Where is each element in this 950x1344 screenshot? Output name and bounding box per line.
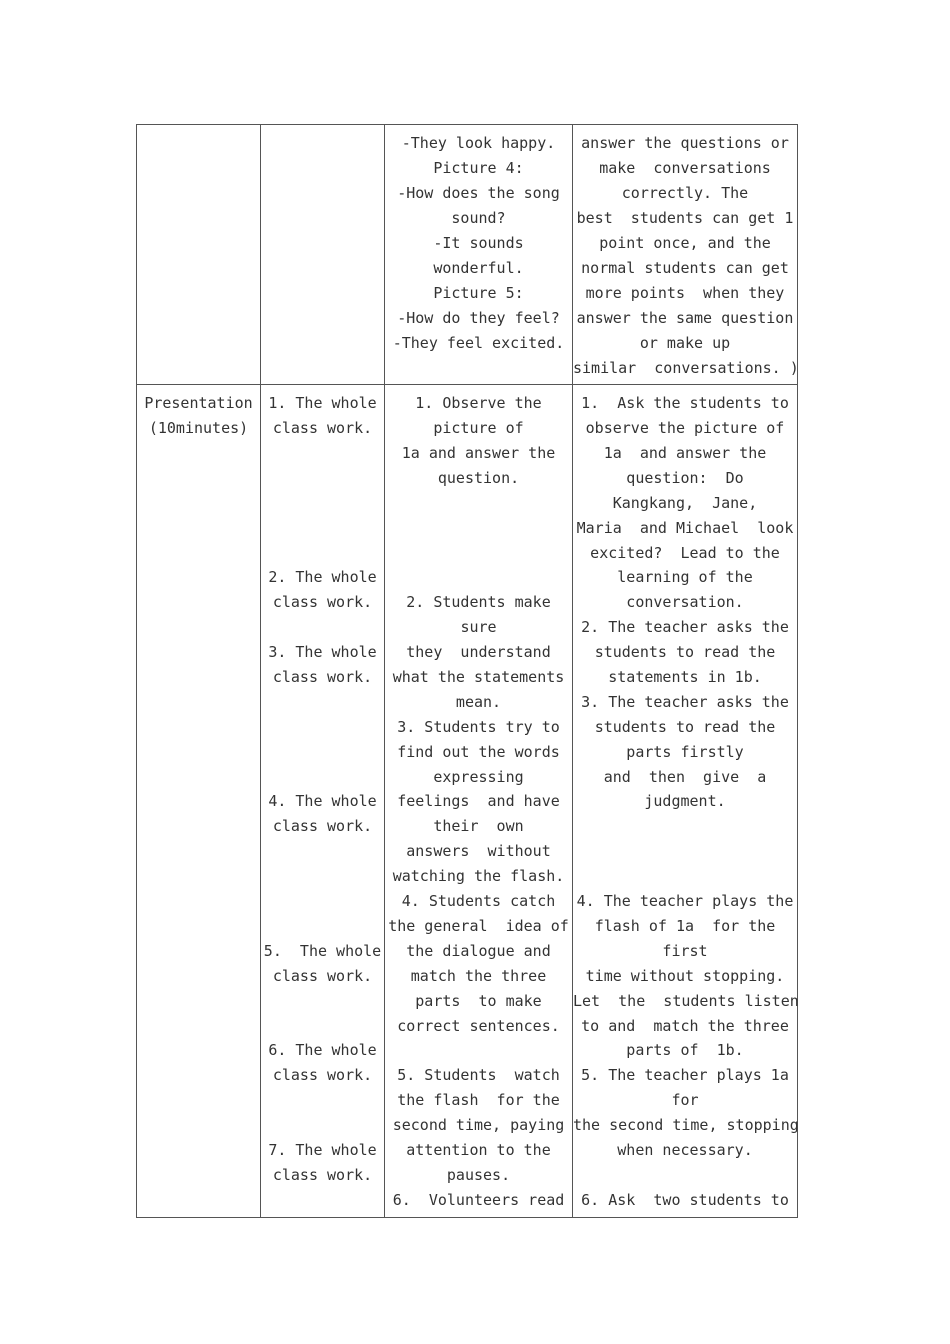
cell-text-line: expressing	[433, 768, 524, 786]
cell-text-line: learning of the	[617, 568, 753, 586]
cell-text-line: second time, paying	[392, 1116, 565, 1134]
cell-text-line: for	[671, 1091, 699, 1109]
table-row	[137, 125, 798, 385]
cell-text-line: (10minutes)	[148, 419, 249, 437]
cell-text-line: parts firstly	[626, 743, 744, 761]
cell-text-line: or make up	[639, 334, 731, 352]
cell-text-line: Kangkang, Jane,	[612, 494, 758, 512]
cell-text-line: make conversations	[599, 159, 771, 177]
cell-text-line: point once, and the	[599, 234, 771, 252]
cell-text-line: parts to make	[415, 992, 542, 1010]
cell-text-line: sound?	[451, 209, 506, 227]
cell-text-line: time without stopping.	[585, 967, 785, 985]
cell-text-line: first	[662, 942, 708, 960]
cell-text-line: 1a and answer the	[401, 444, 556, 462]
cell-text-line: they understand	[406, 643, 551, 661]
cell-text-line: Maria and Michael look	[576, 519, 794, 537]
cell-text-line: answer the same question	[576, 309, 794, 327]
cell-text-line: 3. Students try to	[397, 718, 560, 736]
cell-text-line: the general idea of	[388, 917, 569, 935]
cell-text-line: Picture 5:	[433, 284, 524, 302]
cell-text-line: Presentation	[144, 394, 253, 412]
cell-text-line: normal students can get	[581, 259, 789, 277]
cell-text-line: feelings and have	[397, 792, 560, 810]
cell-text-line: 6. Volunteers read	[392, 1191, 565, 1209]
stage-cell	[137, 385, 261, 1218]
cell-text-line: wonderful.	[433, 259, 524, 277]
cell-text-line: statements in 1b.	[608, 668, 762, 686]
cell-text-line: -How does the song	[397, 184, 560, 202]
cell-text-line: class work.	[272, 1166, 373, 1184]
cell-text-line: 6. The whole	[268, 1041, 377, 1059]
cell-text-line: 3. The teacher asks the	[581, 693, 789, 711]
cell-text-line: 1. Ask the students to	[581, 394, 789, 412]
cell-text-line: mean.	[455, 693, 502, 711]
cell-text-line: judgment.	[644, 792, 726, 810]
interaction-cell	[261, 125, 385, 385]
cell-text-line: observe the picture of	[585, 419, 785, 437]
stage-cell	[137, 125, 261, 385]
cell-text-line: 5. The whole	[263, 942, 382, 960]
cell-text-line: watching the flash.	[392, 867, 565, 885]
cell-text-line: question.	[437, 469, 520, 487]
cell-text-line: find out the words	[397, 743, 560, 761]
cell-text-line: 2. The teacher asks the	[581, 618, 789, 636]
cell-text-line: conversation.	[626, 593, 744, 611]
cell-text-line: class work.	[272, 967, 373, 985]
cell-text-line: best students can get 1	[576, 209, 794, 227]
cell-text-line: 3. The whole	[268, 643, 377, 661]
cell-text-line: 1a and answer the	[603, 444, 767, 462]
cell-text-line: -It sounds	[433, 234, 524, 252]
cell-text-line: 4. The teacher plays the	[576, 892, 794, 910]
cell-text-line: students to read the	[594, 718, 776, 736]
cell-text-line: answer the questions or	[581, 134, 789, 152]
lesson-plan-table	[136, 124, 798, 1218]
cell-text-line: similar conversations. )	[573, 359, 799, 377]
cell-text-line: answers without	[406, 842, 551, 860]
cell-text-line: class work.	[272, 817, 373, 835]
cell-text-line: attention to the	[406, 1141, 551, 1159]
cell-text-line: the flash for the	[397, 1091, 560, 1109]
cell-text-line: 1. Observe the	[415, 394, 542, 412]
cell-text-line: class work.	[272, 1066, 373, 1084]
cell-text-line: more points when they	[585, 284, 785, 302]
teacher-activity-cell	[573, 385, 798, 1218]
cell-text-line: 4. Students catch	[401, 892, 556, 910]
cell-text-line: -They feel excited.	[392, 334, 565, 352]
cell-text-line: 5. Students watch	[397, 1066, 560, 1084]
cell-text-line: Let the students listen	[573, 992, 799, 1010]
cell-text-line: pauses.	[446, 1166, 511, 1184]
cell-text-line: 2. The whole	[268, 568, 377, 586]
teacher-activity-cell	[573, 125, 798, 385]
cell-text-line: class work.	[272, 593, 373, 611]
cell-text-line: 2. Students make	[406, 593, 551, 611]
cell-text-line: match the three	[410, 967, 547, 985]
cell-text-line: 4. The whole	[268, 792, 377, 810]
cell-text-line: flash of 1a for the	[594, 917, 776, 935]
interaction-cell	[261, 385, 385, 1218]
cell-text-line: the second time, stopping	[573, 1116, 799, 1134]
cell-text-line: parts of 1b.	[626, 1041, 744, 1059]
student-activity-cell	[385, 125, 573, 385]
student-activity-cell	[385, 385, 573, 1218]
cell-text-line: picture of	[433, 419, 524, 437]
cell-text-line: class work.	[272, 419, 373, 437]
cell-text-line: students to read the	[594, 643, 776, 661]
cell-text-line: their own	[433, 817, 524, 835]
cell-text-line: 7. The whole	[268, 1141, 377, 1159]
cell-text-line: excited? Lead to the	[590, 544, 780, 562]
table-row	[137, 385, 798, 1218]
cell-text-line: when necessary.	[617, 1141, 753, 1159]
cell-text-line: 1. The whole	[268, 394, 377, 412]
cell-text-line: the dialogue and	[406, 942, 551, 960]
cell-text-line: sure	[460, 618, 497, 636]
cell-text-line: to and match the three	[581, 1017, 789, 1035]
cell-text-line: and then give a	[603, 768, 767, 786]
cell-text-line: correct sentences.	[397, 1017, 560, 1035]
cell-text-line: -They look happy.	[401, 134, 556, 152]
cell-text-line: 5. The teacher plays 1a	[581, 1066, 789, 1084]
cell-text-line: question: Do	[626, 469, 744, 487]
cell-text-line: what the statements	[392, 668, 565, 686]
cell-text-line: Picture 4:	[433, 159, 524, 177]
cell-text-line: class work.	[272, 668, 373, 686]
cell-text-line: -How do they feel?	[397, 309, 560, 327]
cell-text-line: correctly. The	[621, 184, 749, 202]
cell-text-line: 6. Ask two students to	[581, 1191, 789, 1209]
